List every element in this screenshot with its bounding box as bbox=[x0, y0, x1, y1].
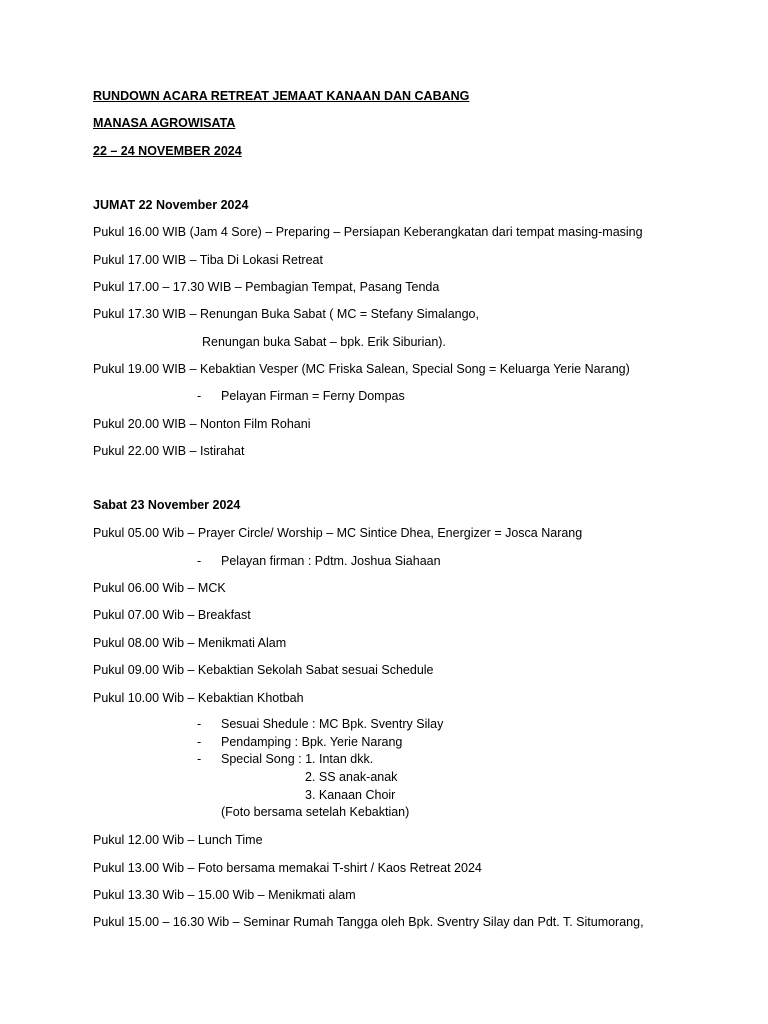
schedule-note: (Foto bersama setelah Kebaktian) bbox=[221, 805, 410, 819]
date-range-title: 22 – 24 NOVEMBER 2024 bbox=[93, 144, 242, 158]
bullet-dash: - bbox=[197, 735, 202, 749]
bullet-dash: - bbox=[197, 554, 202, 568]
schedule-line: Pukul 12.00 Wib – Lunch Time bbox=[93, 833, 263, 847]
schedule-line: Pukul 09.00 Wib – Kebaktian Sekolah Sabat sesuai Schedule bbox=[93, 663, 434, 677]
schedule-line: Pukul 08.00 Wib – Menikmati Alam bbox=[93, 636, 287, 650]
schedule-line: Pukul 15.00 – 16.30 Wib – Seminar Rumah Tangga oleh Bpk. Sventry Silay dan Pdt. T. Situmorang, bbox=[93, 915, 644, 929]
schedule-line: Pukul 13.00 Wib – Foto bersama memakai T-shirt / Kaos Retreat 2024 bbox=[93, 861, 482, 875]
schedule-line: Pukul 20.00 WIB – Nonton Film Rohani bbox=[93, 417, 311, 431]
day2-heading: Sabat 23 November 2024 bbox=[93, 498, 241, 512]
special-song-item: 2. SS anak-anak bbox=[305, 770, 398, 784]
schedule-line: Pukul 05.00 Wib – Prayer Circle/ Worship – MC Sintice Dhea, Energizer = Josca Narang bbox=[93, 526, 583, 540]
day1-heading: JUMAT 22 November 2024 bbox=[93, 198, 249, 212]
schedule-line-continuation: Renungan buka Sabat – bpk. Erik Siburian). bbox=[202, 335, 446, 349]
bullet-dash: - bbox=[197, 389, 202, 403]
bullet-dash: - bbox=[197, 717, 202, 731]
bullet-dash: - bbox=[197, 752, 202, 766]
venue-title: MANASA AGROWISATA bbox=[93, 116, 236, 130]
document-title: RUNDOWN ACARA RETREAT JEMAAT KANAAN DAN CABANG bbox=[93, 89, 470, 103]
schedule-subitem: Pendamping : Bpk. Yerie Narang bbox=[221, 735, 403, 749]
schedule-subitem: Pelayan Firman = Ferny Dompas bbox=[221, 389, 405, 403]
schedule-line: Pukul 19.00 WIB – Kebaktian Vesper (MC Friska Salean, Special Song = Keluarga Yerie Narang) bbox=[93, 362, 630, 376]
schedule-line: Pukul 07.00 Wib – Breakfast bbox=[93, 608, 251, 622]
schedule-line: Pukul 17.00 WIB – Tiba Di Lokasi Retreat bbox=[93, 253, 323, 267]
schedule-line: Pukul 17.00 – 17.30 WIB – Pembagian Tempat, Pasang Tenda bbox=[93, 280, 440, 294]
schedule-subitem: Special Song : 1. Intan dkk. bbox=[221, 752, 374, 766]
schedule-line: Pukul 22.00 WIB – Istirahat bbox=[93, 444, 245, 458]
schedule-line: Pukul 10.00 Wib – Kebaktian Khotbah bbox=[93, 691, 304, 705]
schedule-line: Pukul 16.00 WIB (Jam 4 Sore) – Preparing – Persiapan Keberangkatan dari tempat masing-masing bbox=[93, 225, 643, 239]
schedule-subitem: Sesuai Shedule : MC Bpk. Sventry Silay bbox=[221, 717, 444, 731]
schedule-line: Pukul 06.00 Wib – MCK bbox=[93, 581, 226, 595]
schedule-subitem: Pelayan firman : Pdtm. Joshua Siahaan bbox=[221, 554, 441, 568]
special-song-item: 3. Kanaan Choir bbox=[305, 788, 396, 802]
schedule-line: Pukul 17.30 WIB – Renungan Buka Sabat ( MC = Stefany Simalango, bbox=[93, 307, 479, 321]
schedule-line: Pukul 13.30 Wib – 15.00 Wib – Menikmati alam bbox=[93, 888, 356, 902]
